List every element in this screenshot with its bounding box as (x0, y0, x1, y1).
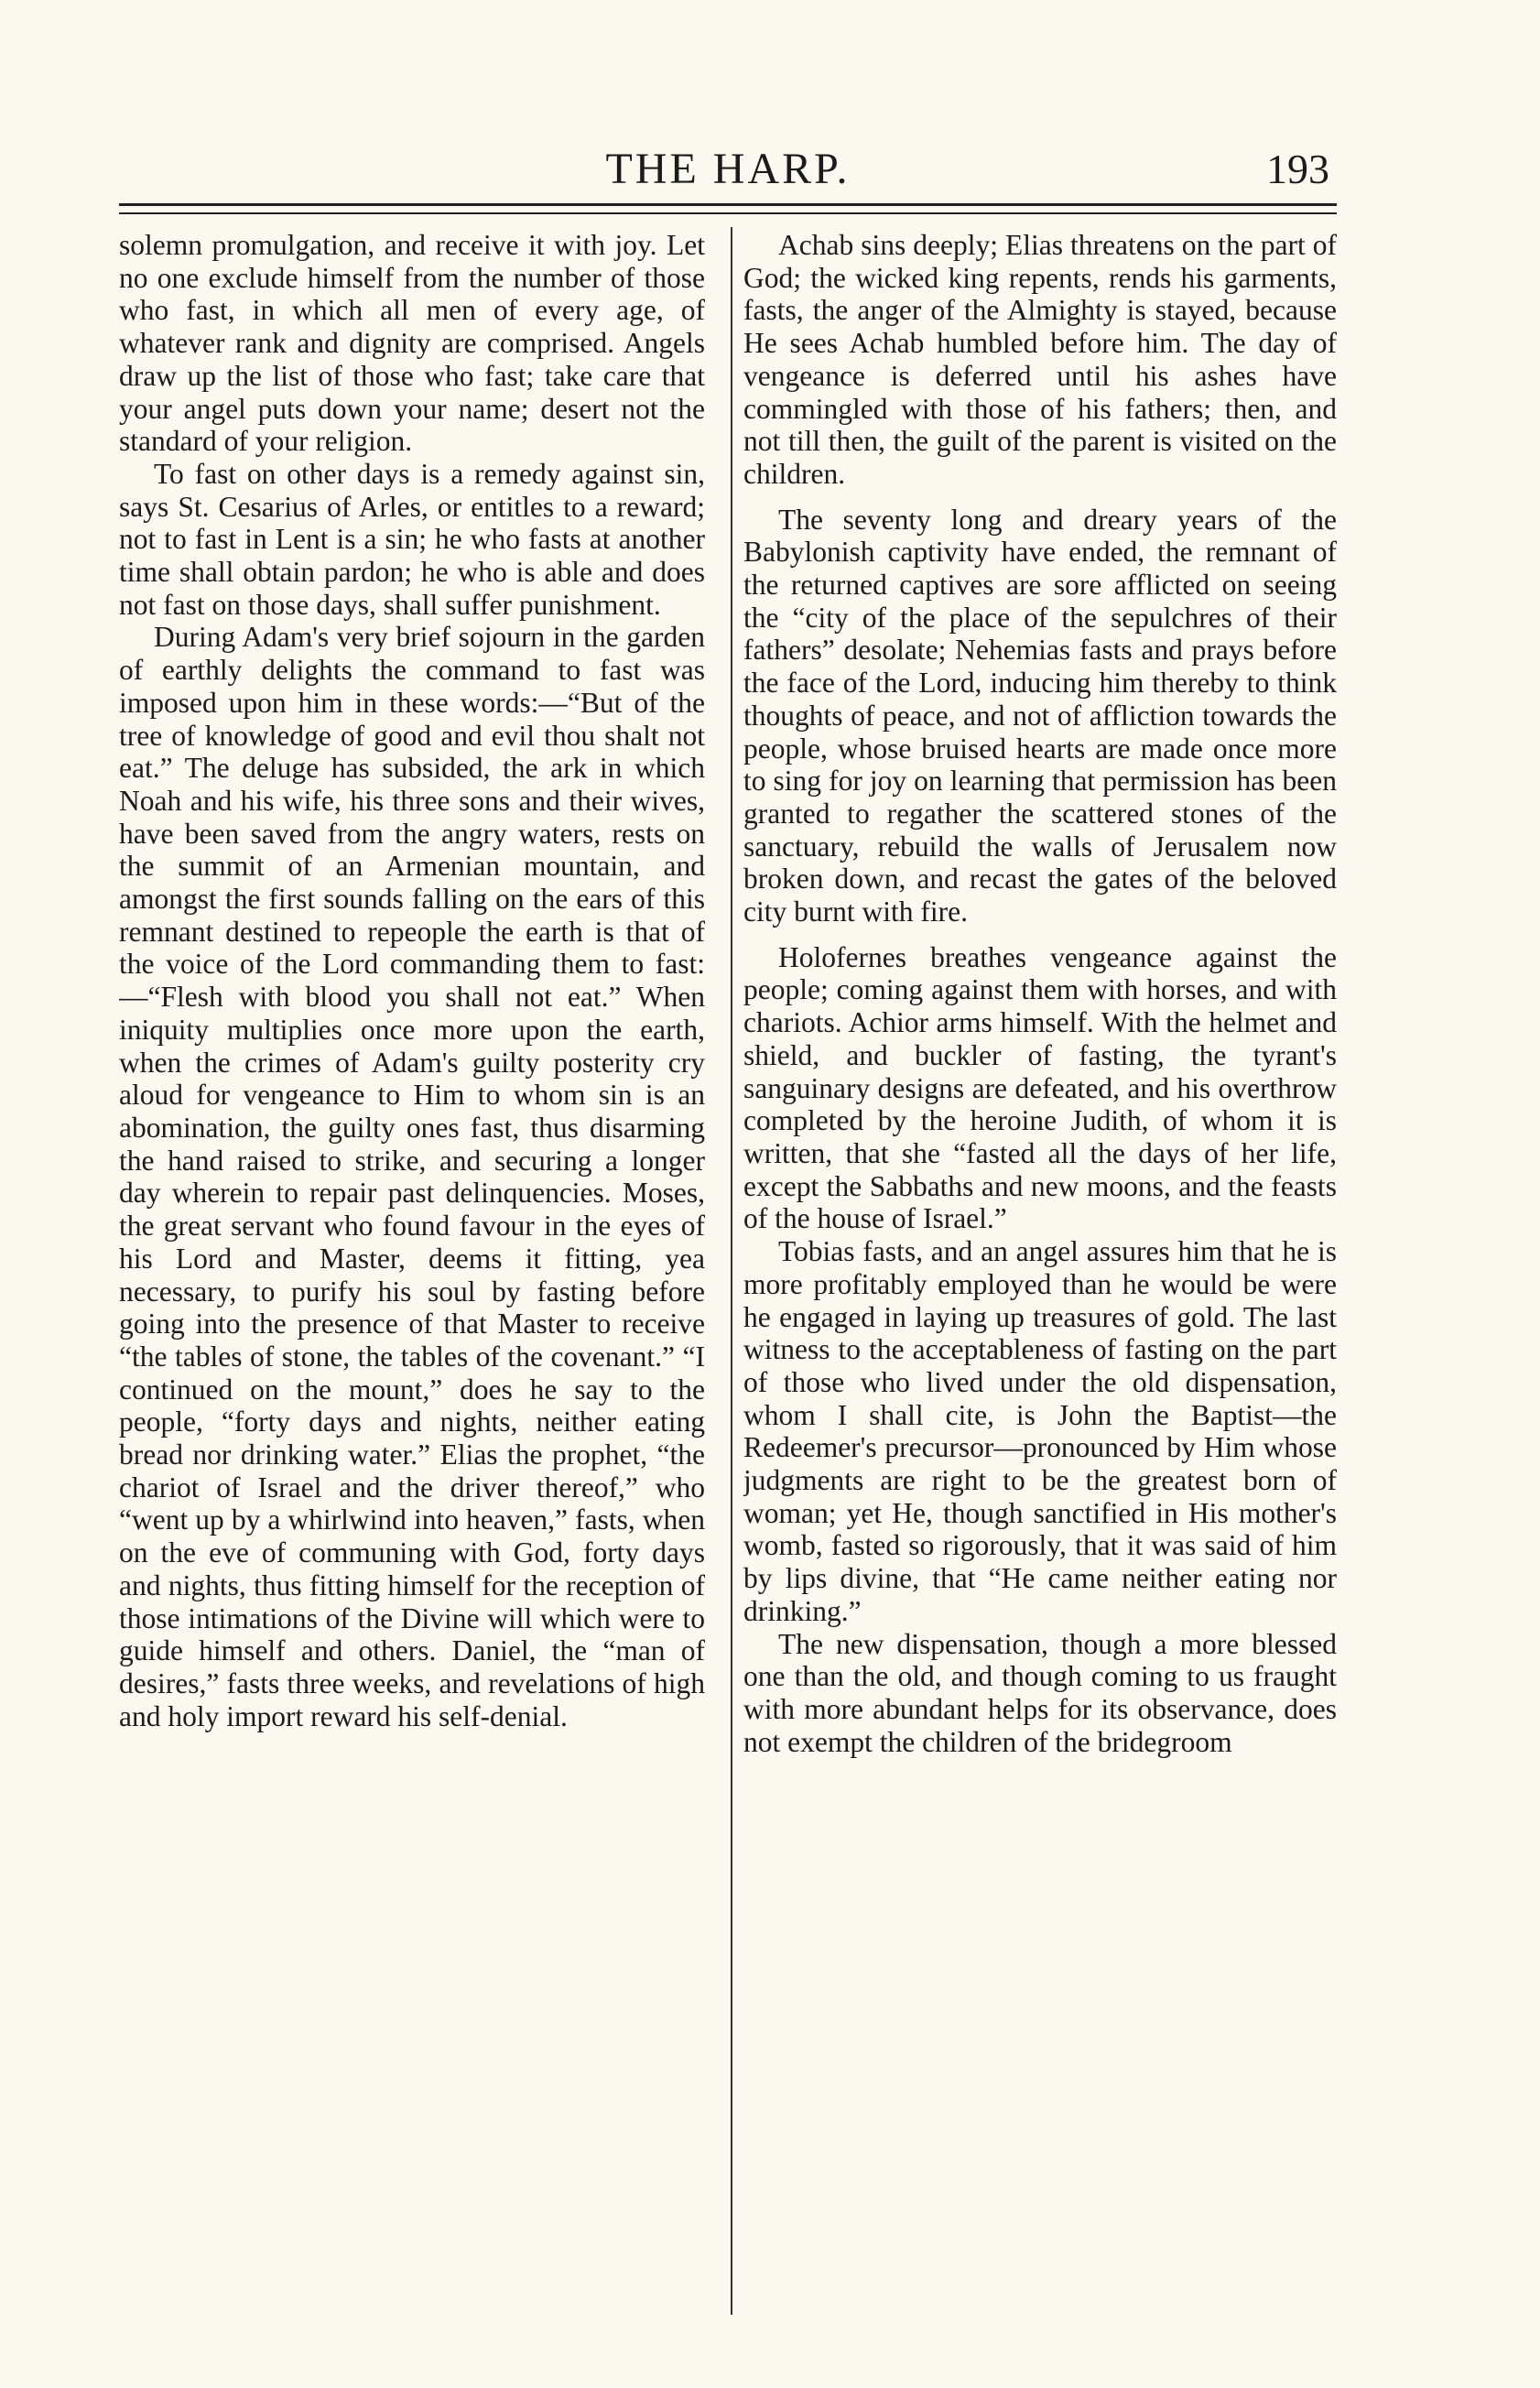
page-header (119, 137, 1337, 201)
right-column (743, 229, 1337, 2307)
paragraph: Achab sins deeply; Elias threatens on the part of God; the wicked king repents, rends his garments, fasts, the anger of the Almighty is stayed, because He sees Achab humbled before him. The day of vengeance is deferred until his ashes have commingled with those of his fathers; then, and not till then, the guilt of the parent is visited on the children. (743, 229, 1337, 490)
paragraph: Tobias fasts, and an angel assures him that he is more profitably employed than he would be were he engaged in laying up treasures of gold. The last witness to the acceptableness of fasting on the part of those who lived under the old dispensation, whom I shall cite, is John the Baptist—the Redeemer's precursor—pronounced by Him whose judgments are right to be the greatest born of woman; yet He, though sanctified in His mother's womb, fasted so rigorously, that it was said of him by lips divine, that “He came neither eating nor drinking.” (743, 1235, 1337, 1627)
paragraph: Holofernes breathes vengeance against the people; coming against them with horses, and with chariots. Achior arms himself. With the helmet and shield, and buckler of fasting, the tyrant's sanguinary designs are defeated, and his overthrow completed by the heroine Judith, of whom it is written, that she “fasted all the days of her life, except the Sabbaths and new moons, and the feasts of the house of Israel.” (743, 940, 1337, 1235)
column-divider (731, 227, 732, 2315)
paragraph: The new dispensation, though a more blessed one than the old, and though coming to us fraught with more abundant helps for its observance, does not exempt the children of the bridegroom (743, 1627, 1337, 1758)
paragraph: The seventy long and dreary years of the Babylonish captivity have ended, the remnant of the returned captives are sore afflicted on seeing the “city of the place of the sepulchres of their fathers” desolate; Nehemias fasts and prays before the face of the Lord, inducing him thereby to think thoughts of peace, and not of affliction towards the people, whose bruised hearts are made once more to sing for joy on learning that permission has been granted to regather the scattered stones of the sanctuary, rebuild the walls of Jerusalem now broken down, and recast the gates of the beloved city burnt with fire. (743, 503, 1337, 928)
page-number: 193 (1266, 146, 1329, 192)
running-title: THE HARP. (605, 145, 851, 193)
header-rule-thick (119, 203, 1337, 206)
left-column (119, 229, 705, 2307)
paragraph: During Adam's very brief sojourn in the garden of earthly delights the command to fast was imposed upon him in these words:—“But of the tree of knowledge of good and evil thou shalt not eat.” The deluge has subsided, the ark in which Noah and his wife, his three sons and their wives, have been saved from the angry waters, rests on the summit of an Armenian mountain, and amongst the first sounds falling on the ears of this remnant destined to repeople the earth is that of the voice of the Lord commanding them to fast:—“Flesh with blood you shall not eat.” When iniquity multiplies once more upon the earth, when the crimes of Adam's guilty posterity cry aloud for vengeance to Him to whom sin is an abomination, the guilty ones fast, thus disarming the hand raised to strike, and securing a longer day wherein to repair past delinquencies. Moses, the great servant who found favour in the eyes of his Lord and Master, deems it fitting, yea necessary, to purify his soul by fasting before going into the presence of that Master to receive “the tables of stone, the tables of the covenant.” “I continued on the mount,” does he say to the people, “forty days and nights, neither eating bread nor drinking water.” Elias the prophet, “the chariot of Israel and the driver thereof,” who “went up by a whirlwind into heaven,” fasts, when on the eve of communing with God, forty days and nights, thus fitting himself for the reception of those intimations of the Divine will which were to guide himself and others. Daniel, the “man of desires,” fasts three weeks, and revelations of high and holy import reward his self-denial. (119, 621, 705, 1732)
paragraph: solemn promulgation, and receive it with joy. Let no one exclude himself from the number of those who fast, in which all men of every age, of whatever rank and dignity are comprised. Angels draw up the list of those who fast; take care that your angel puts down your name; desert not the standard of your religion. (119, 229, 705, 458)
header-rule-thin (119, 212, 1337, 214)
paragraph: To fast on other days is a remedy against sin, says St. Cesarius of Arles, or entitles to a reward; not to fast in Lent is a sin; he who fasts at another time shall obtain pardon; he who is able and does not fast on those days, shall suffer punishment. (119, 457, 705, 621)
